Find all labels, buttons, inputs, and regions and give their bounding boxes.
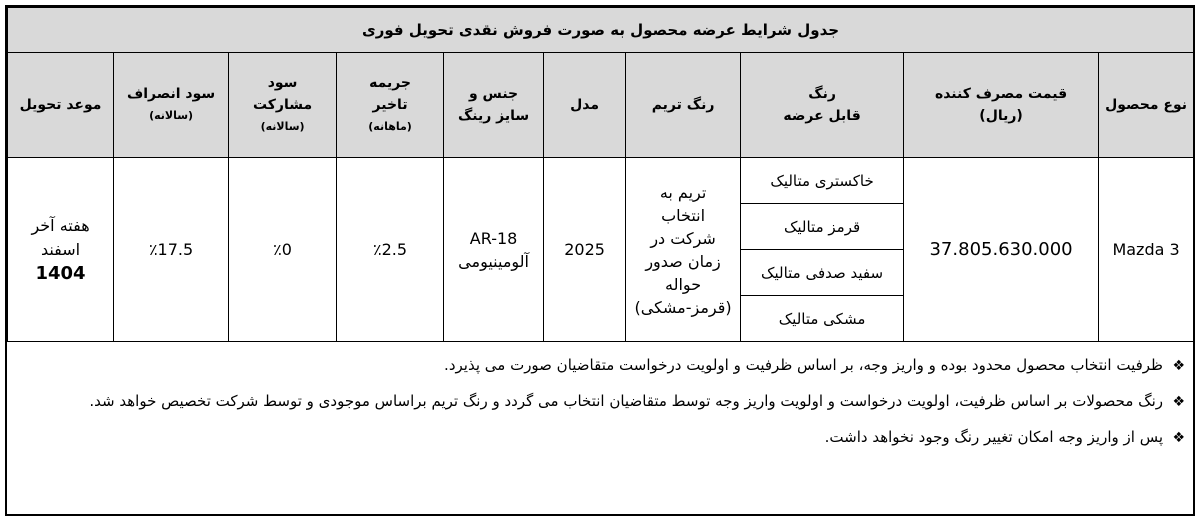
header-product: نوع محصول [1099,53,1194,158]
trim-line-5: حواله [665,274,702,294]
diamond-dots-icon: ❖ [1172,358,1185,374]
header-model: مدل [544,53,626,158]
header-delivery: موعد تحویل [8,53,114,158]
diamond-dots-icon: ❖ [1172,394,1185,410]
delivery-line-2: اسفند [40,239,81,259]
delivery-line-1: هفته آخر [31,215,90,235]
header-penalty-line1: جریمه [369,75,412,91]
header-penalty-unit: (ماهانه) [368,120,412,133]
note-item [15,384,1185,420]
header-color-line2: قابل عرضه [783,108,861,124]
header-wheel [444,53,544,158]
cell-color-2: قرمز متالیک [741,204,904,250]
note-text: پس از واریز وجه امکان تغییر رنگ وجود نخواهد داشت. [824,428,1163,446]
note-item [15,420,1185,456]
header-partnership [229,53,337,158]
note-item [15,348,1185,384]
cell-price: 37.805.630.000 [904,158,1099,342]
cell-color-3: سفید صدفی متالیک [741,250,904,296]
trim-line-3: شرکت در [650,228,716,248]
header-partnership-line2: مشارکت [252,97,313,113]
cell-penalty: ٪2.5 [337,158,444,342]
cell-partnership: ٪0 [229,158,337,342]
conditions-table [7,7,1194,342]
cell-cancel: ٪17.5 [114,158,229,342]
note-text: رنگ محصولات بر اساس ظرفیت، اولویت درخواست و اولویت واریز وجه توسط متقاضیان انتخاب می گردد و رنگ تریم براساس موجودی و توسط شرکت تخصیص خواهد شد. [89,392,1163,410]
header-price-unit: (ریال) [979,108,1023,124]
cell-trim [626,158,741,342]
cell-color-4: مشکی متالیک [741,296,904,342]
header-cancel-label: سود انصراف [126,86,216,102]
header-cancel [114,53,229,158]
notes-section [15,348,1185,456]
delivery-year: 1404 [35,262,86,284]
diamond-dots-icon: ❖ [1172,430,1185,446]
trim-line-1: تریم به [659,182,707,202]
wheel-size: AR-18 [469,228,518,248]
header-trim-color: رنگ تریم [626,53,741,158]
cell-delivery [8,158,114,342]
header-partnership-unit: (سالانه) [260,120,305,133]
conditions-table-frame [5,5,1195,516]
note-text: ظرفیت انتخاب محصول محدود بوده و واریز وجه، بر اساس ظرفیت و اولویت درخواست متقاضیان صورت می پذیرد. [444,356,1163,374]
wheel-material: آلومینیومی [458,251,529,271]
header-wheel-line1: جنس و [468,86,519,102]
header-price [904,53,1099,158]
table-title: جدول شرایط عرضه محصول به صورت فروش نقدی تحویل فوری [8,8,1194,53]
trim-line-6: (قرمز-مشکی) [634,297,732,317]
header-color-line1: رنگ [808,86,836,102]
trim-line-2: انتخاب [661,205,706,225]
cell-product: Mazda 3 [1099,158,1194,342]
header-penalty-line2: تاخیر [372,97,408,113]
header-partnership-line1: سود [267,75,298,91]
cell-wheel [444,158,544,342]
header-cancel-unit: (سالانه) [149,109,194,122]
header-color [741,53,904,158]
header-wheel-line2: سایز رینگ [457,108,530,124]
cell-model: 2025 [544,158,626,342]
trim-line-4: زمان صدور [645,251,721,271]
header-price-label: قیمت مصرف کننده [934,86,1068,102]
header-row [8,53,1194,158]
cell-color-1: خاکستری متالیک [741,158,904,204]
header-penalty [337,53,444,158]
table-row [8,158,1194,204]
